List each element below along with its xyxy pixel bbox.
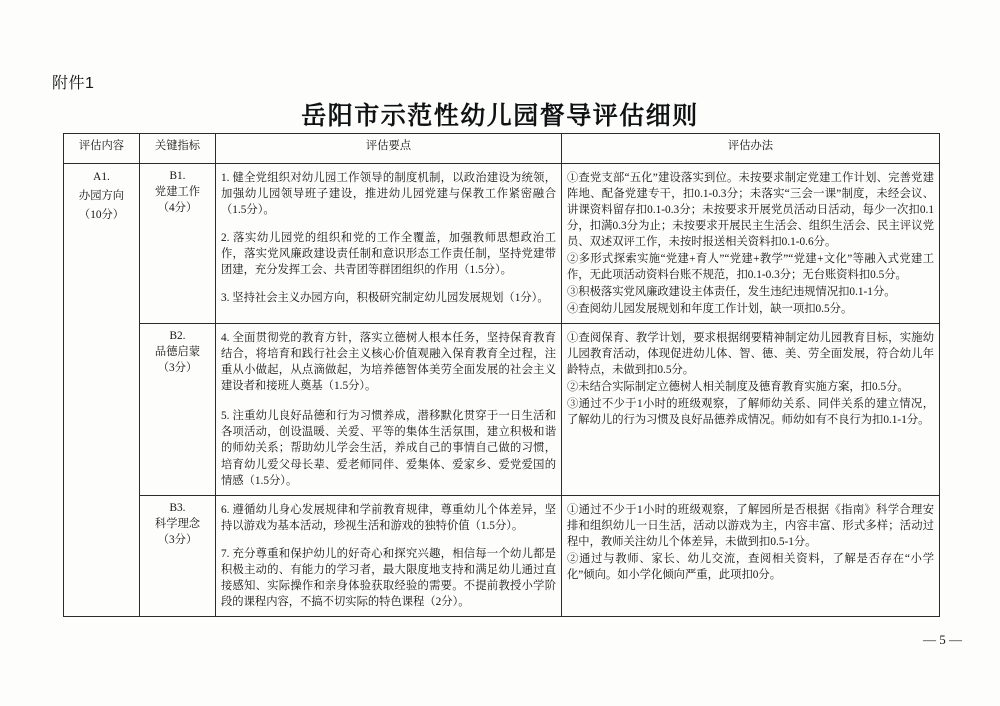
point-text: 6. 遵循幼儿身心发展规律和学前教育规律，尊重幼儿个体差异，坚持以游戏为基本活动，珍视生活和游戏的独特价值（1.5分）。 xyxy=(221,503,556,532)
column-header-points: 评估要点 xyxy=(216,134,562,164)
page-title: 岳阳市示范性幼儿园督导评估细则 xyxy=(301,101,699,130)
table-row xyxy=(64,495,940,616)
method-text: ③通过不少于1小时的班级观察，了解师幼关系、同伴关系的建立情况，了解幼儿的行为习惯及良好品德养成情况。师幼如有不良行为扣0.1-1分。 xyxy=(567,398,934,427)
indicator-name: 党建工作 xyxy=(154,186,201,199)
method-text: ②通过与教师、家长、幼儿交流，查阅相关资料，了解是否存在“小学化”倾向。如小学化倾向严重，此项扣0分。 xyxy=(567,552,934,581)
method-text: ④查阅幼儿园发展规划和年度工作计划，缺一项扣0.5分。 xyxy=(567,303,853,316)
indicator-cell xyxy=(140,324,216,495)
column-header-content: 评估内容 xyxy=(64,134,140,164)
section-code: A1. xyxy=(93,171,110,183)
method-text: ①查党支部“五化”建设落实到位。未按要求制定党建工作计划、完善党建阵地、配备党建专干，扣0.1-0.3分；未落实“三会一课”制度，未经会议、讲课资料留存扣0.1-0.3分；未按要求开展党员活动日活动，每少一次扣0.1分，扣满0.3分为止；未按要求开展民主生活会、组织生活会、民主评议党员、双述双评工作，未按时报送相关资料扣0.1-0.6分。 xyxy=(567,172,934,249)
evaluation-table xyxy=(63,133,940,617)
points-cell xyxy=(216,164,562,324)
section-name: 办园方向 xyxy=(78,190,125,203)
method-text: ①通过不少于1小时的班级观察，了解园所是否根据《指南》科学合理安排和组织幼儿一日生活，活动以游戏为主，内容丰富、形式多样；活动过程中，教师关注幼儿个体差异，未做到扣0.5-1分。 xyxy=(567,503,934,548)
page-number: — 5 — xyxy=(923,632,962,647)
points-cell xyxy=(216,324,562,495)
table-row xyxy=(64,164,940,324)
point-text: 5. 注重幼儿良好品德和行为习惯养成，潜移默化贯穿于一日生活和各项活动，创设温暖、关爱、平等的集体生活氛围，建立积极和谐的师幼关系；帮助幼儿学会生活，养成自己的事情自己做的习惯，培育幼儿爱父母长辈、爱老师同伴、爱集体、爱家乡、爱党爱国的情感（1.5分）。 xyxy=(221,410,556,487)
section-score: （10分） xyxy=(78,209,125,222)
method-text: ②多形式探索实施“党建+育人”“党建+教学”“党建+文化”等融入式党建工作，无此项活动资料台账不规范，扣0.1-0.3分；无台账资料扣0.5分。 xyxy=(567,253,934,282)
point-text: 1. 健全党组织对幼儿园工作领导的制度机制，以政治建设为统领，加强幼儿园领导班子建设，推进幼儿园党建与保教工作紧密融合（1.5分）。 xyxy=(221,172,556,217)
column-header-indicator: 关键指标 xyxy=(140,134,216,164)
table-header-row xyxy=(64,134,940,164)
methods-cell xyxy=(562,495,940,616)
indicator-code: B2. xyxy=(169,330,186,343)
point-text: 7. 充分尊重和保护幼儿的好奇心和探究兴趣，相信每一个幼儿都是积极主动的、有能力的学习者，最大限度地支持和满足幼儿通过直接感知、实际操作和亲身体验获取经验的需要。不提前教授小学阶段的课程内容，不搞不切实际的特色课程（2分）。 xyxy=(221,547,556,608)
indicator-cell xyxy=(140,495,216,616)
points-cell xyxy=(216,495,562,616)
indicator-cell xyxy=(140,164,216,324)
indicator-name: 科学理念 xyxy=(154,517,201,530)
method-text: ②未结合实际制定立德树人相关制度及德育教育实施方案，扣0.5分。 xyxy=(567,381,909,394)
indicator-score: （3分） xyxy=(157,362,198,375)
table-body xyxy=(64,164,940,617)
indicator-code: B3. xyxy=(169,501,186,514)
section-content-cell xyxy=(64,164,140,617)
point-text: 2. 落实幼儿园党的组织和党的工作全覆盖，加强教师思想政治工作，落实党风廉政建设责任制和意识形态工作责任制，坚持党建带团建，充分发挥工会、共青团等群团组织的作用（1.5分）。 xyxy=(221,232,556,277)
methods-cell xyxy=(562,164,940,324)
attachment-label: 附件1 xyxy=(52,75,95,92)
indicator-score: （3分） xyxy=(157,533,198,546)
methods-cell xyxy=(562,324,940,495)
point-text: 3. 坚持社会主义办园方向，积极研究制定幼儿园发展规划（1分）。 xyxy=(221,292,549,305)
point-text: 4. 全面贯彻党的教育方针，落实立德树人根本任务，坚持保育教育结合，将培育和践行社会主义核心价值观融入保育教育全过程，注重从小做起，从点滴做起，为培养德智体美劳全面发展的社会主义建设者和接班人奠基（1.5分）。 xyxy=(221,332,556,393)
table-header xyxy=(64,134,940,164)
method-text: ③积极落实党风廉政建设主体责任，发生违纪违规情况扣0.1-1分。 xyxy=(567,286,896,299)
column-header-methods: 评估办法 xyxy=(562,134,940,164)
indicator-name: 品德启蒙 xyxy=(154,346,201,359)
table-row xyxy=(64,324,940,495)
method-text: ①查阅保育、教学计划，要求根据纲要精神制定幼儿园教育目标，实施幼儿园教育活动，体现促进幼儿体、智、德、美、劳全面发展，符合幼儿年龄特点，未做到扣0.5分。 xyxy=(567,332,934,377)
indicator-code: B1. xyxy=(169,170,186,182)
indicator-score: （4分） xyxy=(157,202,198,215)
